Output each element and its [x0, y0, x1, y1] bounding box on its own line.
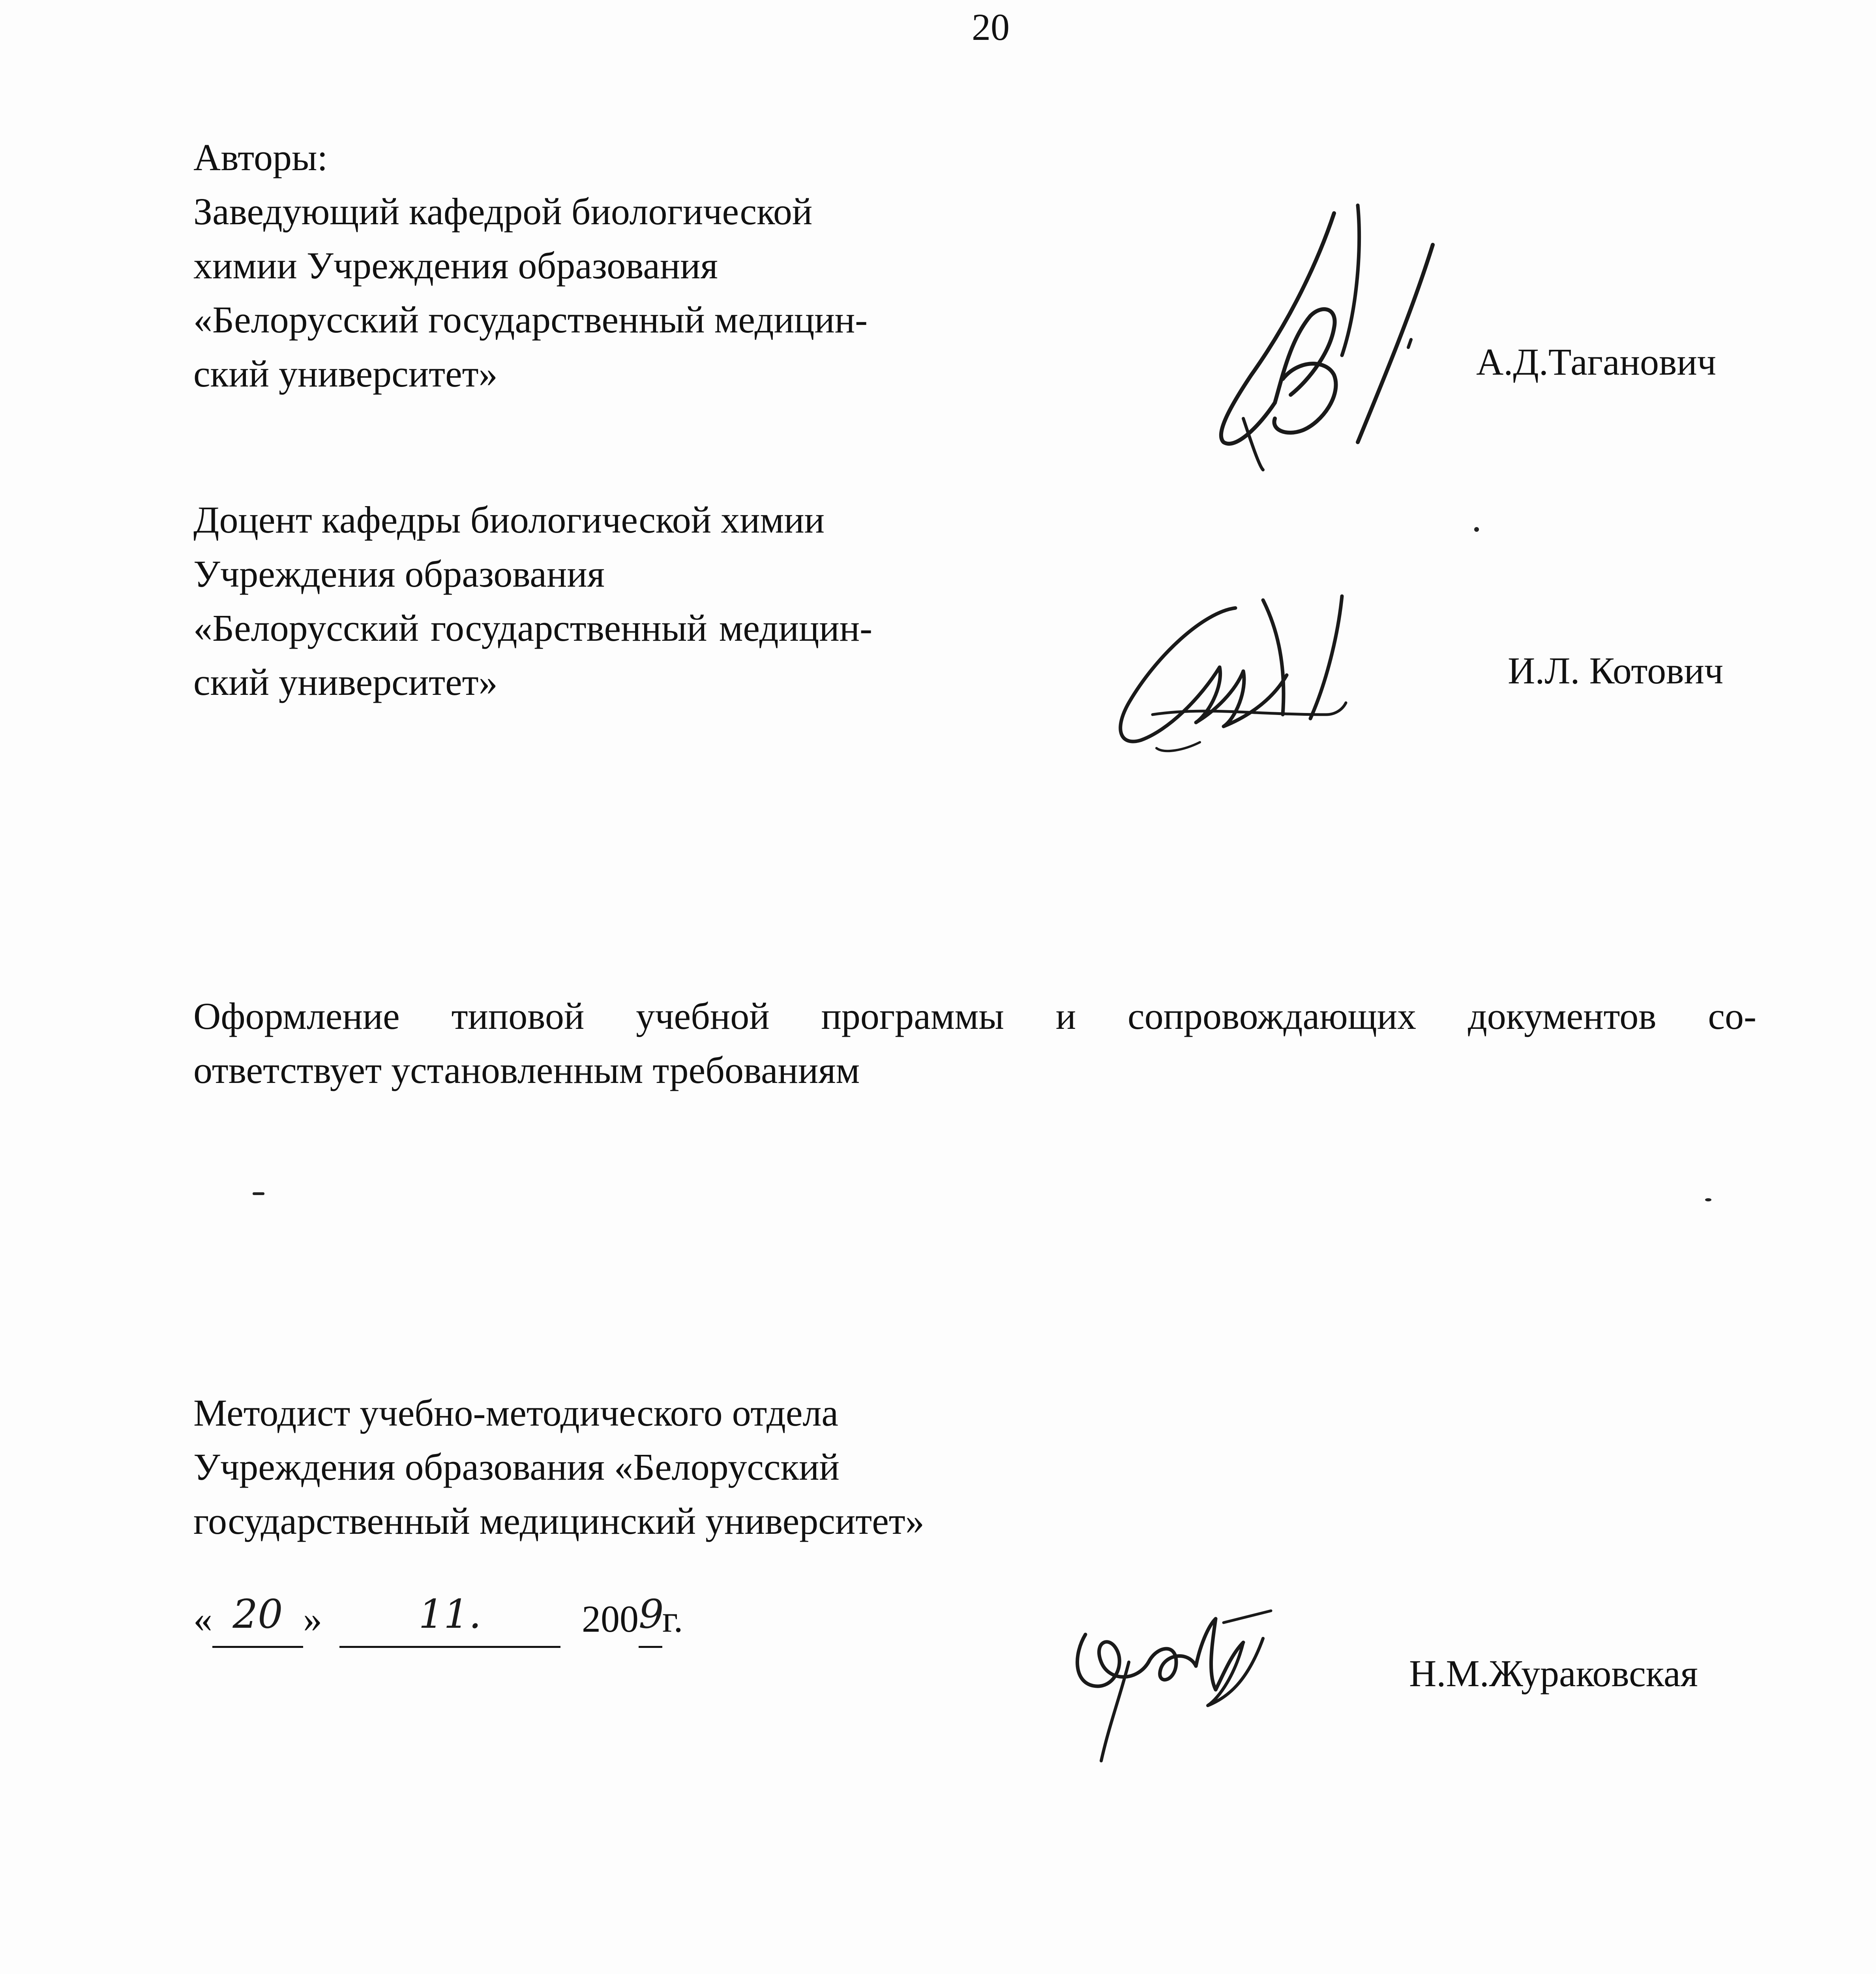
- scan-speck: [1474, 527, 1479, 532]
- methodist-title-line-1: Методист учебно-методического отдела: [193, 1392, 839, 1434]
- author1-name: А.Д.Таганович: [1476, 341, 1717, 383]
- author2-name: И.Л. Котович: [1508, 649, 1724, 692]
- author1-block: [193, 130, 868, 401]
- methodist-date: [193, 1591, 683, 1648]
- date-month-handwritten: 11.: [418, 1591, 482, 1637]
- author1-title-line-3: «Белорусский государственный медицин-: [193, 298, 868, 341]
- date-day-handwritten: 20: [232, 1591, 283, 1637]
- author2-title-line-3: «Белорусский государственный медицин-: [193, 607, 873, 649]
- scan-speck: [253, 1192, 264, 1195]
- compliance-statement: [193, 989, 1756, 1097]
- methodist-signature: [1058, 1595, 1279, 1769]
- date-close-quote: »: [303, 1598, 322, 1640]
- date-year-suffix: г.: [662, 1598, 683, 1640]
- page-number: 20: [972, 6, 1010, 48]
- date-open-quote: «: [193, 1598, 212, 1640]
- methodist-title-line-2: Учреждения образования «Белорусский: [193, 1446, 840, 1488]
- head-block: [193, 1970, 1029, 1974]
- methodist-block: [193, 1386, 924, 1548]
- date-day-blank: [212, 1591, 303, 1648]
- date-year-handwritten: 9: [639, 1591, 664, 1637]
- head-title-line-1: [193, 1970, 1029, 1974]
- date-year-prefix: 200: [582, 1598, 639, 1640]
- author1-signature: [1192, 190, 1460, 474]
- author2-title-line-2: Учреждения образования: [193, 553, 605, 595]
- methodist-name: Н.М.Жураковская: [1409, 1652, 1698, 1694]
- author2-signature: [1105, 584, 1366, 750]
- date-year-blank: [639, 1591, 662, 1648]
- author2-block: [193, 493, 872, 709]
- authors-heading: Авторы:: [193, 136, 328, 178]
- compliance-line-1: Оформление типовой учебной программы и сопровождающих документов со-: [193, 995, 1756, 1037]
- date-month-blank: [339, 1591, 560, 1648]
- methodist-title-line-3: государственный медицинский университет»: [193, 1500, 924, 1542]
- scan-speck: [1705, 1198, 1711, 1201]
- author2-title-line-1: Доцент кафедры биологической химии: [193, 499, 825, 541]
- author2-title-line-4: ский университет»: [193, 661, 498, 703]
- author1-title-line-1: Заведующий кафедрой биологической: [193, 190, 813, 233]
- author1-title-line-2: химии Учреждения образования: [193, 244, 718, 287]
- author1-title-line-4: ский университет»: [193, 353, 498, 395]
- compliance-line-2: ответствует установленным требованиям: [193, 1049, 860, 1091]
